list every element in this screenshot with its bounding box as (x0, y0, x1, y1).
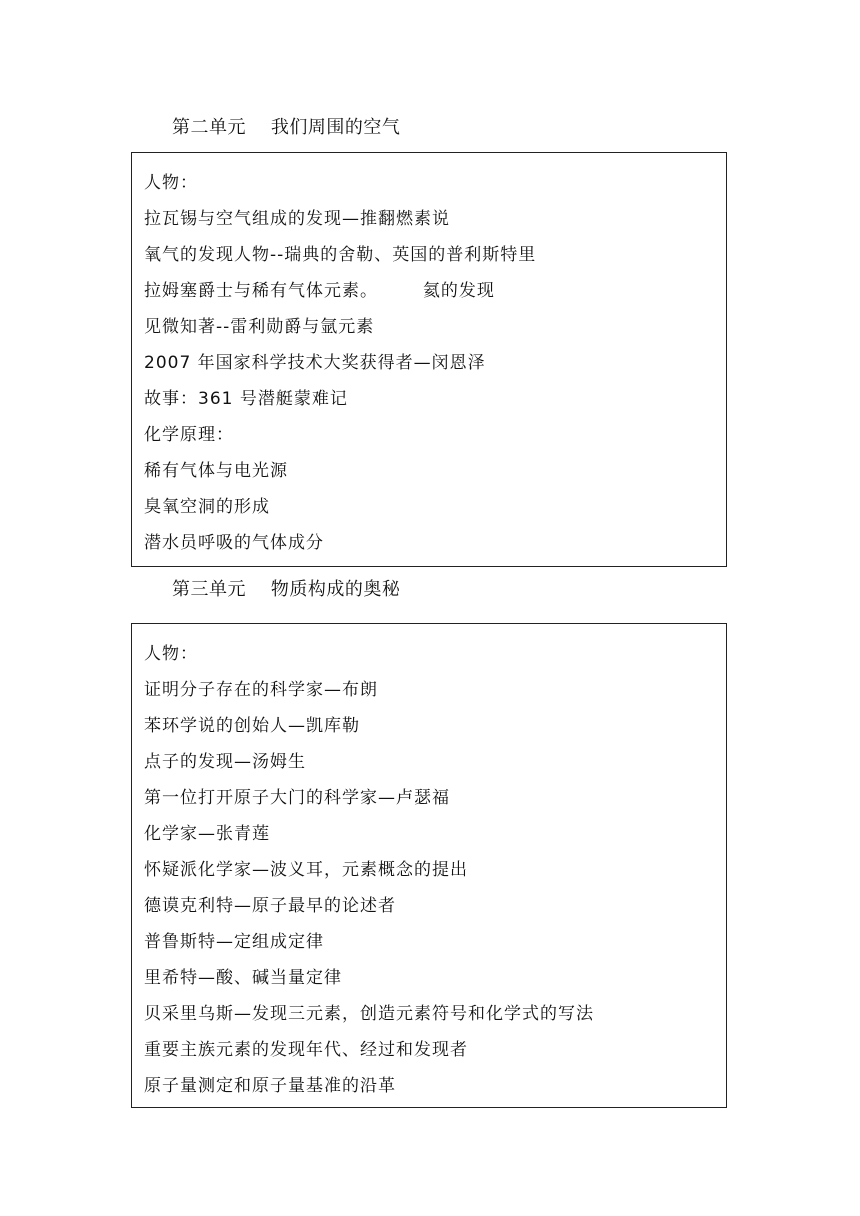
unit-3-line: 化学家—张青莲 (144, 824, 270, 844)
unit-3-line: 证明分子存在的科学家—布朗 (144, 680, 378, 700)
unit-3-line: 贝采里乌斯—发现三元素，创造元素符号和化学式的写法 (144, 1004, 594, 1024)
unit-3-title: 第三单元 物质构成的奥秘 (172, 579, 401, 600)
unit-2-line: 潜水员呼吸的气体成分 (144, 533, 324, 553)
unit-2-line: 拉姆塞爵士与稀有气体元素。 氦的发现 (144, 281, 495, 301)
unit-2-line: 人物： (144, 173, 198, 193)
unit-3-line: 点子的发现—汤姆生 (144, 752, 306, 772)
unit-2-title: 第二单元 我们周围的空气 (172, 117, 401, 138)
unit-3-line: 里希特—酸、碱当量定律 (144, 968, 342, 988)
unit-3-line: 原子量测定和原子量基准的沿革 (144, 1076, 396, 1096)
unit-2-line: 化学原理： (144, 425, 234, 445)
unit-2-line: 氧气的发现人物--瑞典的舍勒、英国的普利斯特里 (144, 245, 537, 265)
unit-2-line: 臭氧空洞的形成 (144, 497, 270, 517)
unit-2-line: 2007 年国家科学技术大奖获得者—闵恩泽 (144, 353, 486, 373)
unit-3-line: 苯环学说的创始人—凯库勒 (144, 716, 360, 736)
unit-3-line: 怀疑派化学家—波义耳，元素概念的提出 (144, 860, 468, 880)
unit-3-content-box (131, 623, 727, 1108)
unit-3-line: 人物： (144, 644, 198, 664)
unit-3-line: 第一位打开原子大门的科学家—卢瑟福 (144, 788, 450, 808)
unit-2-line: 稀有气体与电光源 (144, 461, 288, 481)
unit-2-content-box (131, 152, 727, 567)
unit-3-line: 普鲁斯特—定组成定律 (144, 932, 324, 952)
unit-2-line-list (144, 171, 536, 567)
unit-3-line: 重要主族元素的发现年代、经过和发现者 (144, 1040, 468, 1060)
unit-3-line: 德谟克利特—原子最早的论述者 (144, 896, 396, 916)
unit-3-line-list (144, 642, 594, 1110)
unit-2-line: 见微知著--雷利勋爵与氩元素 (144, 317, 375, 337)
unit-2-line: 拉瓦锡与空气组成的发现—推翻燃素说 (144, 209, 450, 229)
unit-2-line: 故事：361 号潜艇蒙难记 (144, 389, 348, 409)
